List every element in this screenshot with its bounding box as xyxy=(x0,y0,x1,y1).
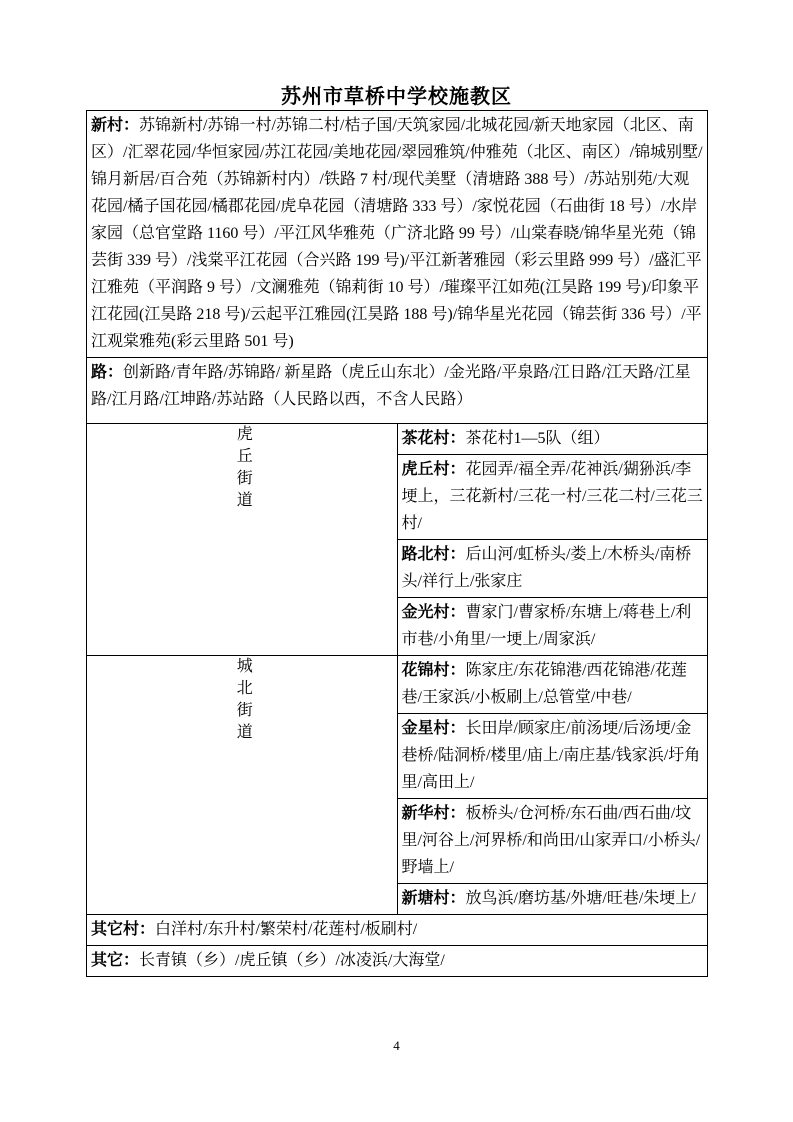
village-content: 放鸟浜/磨坊基/外塘/旺巷/朱埂上/ xyxy=(465,890,696,907)
table-row xyxy=(87,358,708,424)
row-xincun xyxy=(87,111,708,358)
table-row xyxy=(87,946,708,977)
village-content: 陈家庄/东花锦港/西花锦港/花莲巷/王家浜/小板刷上/总管堂/中巷/ xyxy=(401,662,687,706)
table-row xyxy=(87,111,708,358)
row-content: 长青镇（乡）/虎丘镇（乡）/冰凌浜/大海堂/ xyxy=(139,952,445,969)
village-label: 新华村： xyxy=(401,805,466,822)
row-label: 路： xyxy=(91,364,124,381)
village-content: 后山河/虹桥头/娄上/木桥头/南桥头/祥行上/张家庄 xyxy=(401,546,692,590)
row-xinhuacun xyxy=(397,799,708,884)
table-row xyxy=(87,424,708,455)
village-content: 长田岸/顾家庄/前汤埂/后汤埂/金巷桥/陆洞桥/楼里/庙上/南庄基/钱家浜/圩角里/高田上/ xyxy=(401,720,701,791)
village-label: 路北村： xyxy=(401,546,466,563)
street-name: 城北街道 xyxy=(234,657,252,745)
row-lubeicun xyxy=(397,540,708,598)
street-label-huqiu xyxy=(87,424,398,656)
row-label: 新村： xyxy=(91,117,140,134)
table-row xyxy=(87,915,708,946)
village-label: 新塘村： xyxy=(401,890,466,907)
row-content: 白洋村/东升村/繁荣村/花莲村/板刷村/ xyxy=(155,921,418,938)
village-content: 曹家门/曹家桥/东塘上/蒋巷上/利市巷/小角里/一埂上/周家浜/ xyxy=(401,604,692,648)
district-table xyxy=(86,110,708,977)
page-title: 苏州市草桥中学校施教区 xyxy=(281,86,512,108)
row-jinguangcun xyxy=(397,598,708,656)
row-lu xyxy=(87,358,708,424)
village-label: 花锦村： xyxy=(401,662,466,679)
row-content: 创新路/青年路/苏锦路/ 新星路（虎丘山东北）/金光路/平泉路/江日路/江天路/江星路/江月路/江坤路/苏站路（人民路以西，不含人民路） xyxy=(91,364,691,408)
row-label: 其它村： xyxy=(91,921,156,938)
row-label: 其它： xyxy=(91,952,140,969)
row-qitacun xyxy=(87,915,708,946)
row-huqiucun xyxy=(397,455,708,540)
village-content: 板桥头/仓河桥/东石曲/西石曲/坟里/河谷上/河界桥/和尚田/山家弄口/小桥头/野墙上/ xyxy=(401,805,701,876)
village-label: 金星村： xyxy=(401,720,466,737)
village-label: 金光村： xyxy=(401,604,466,621)
table-row xyxy=(87,656,708,714)
row-huajincun xyxy=(397,656,708,714)
row-jinxingcun xyxy=(397,714,708,799)
row-chahuacun xyxy=(397,424,708,455)
page-number: 4 xyxy=(393,1038,400,1053)
village-content: 花园弄/福全弄/花神浜/猢狲浜/李埂上，三花新村/三花一村/三花二村/三花三村/ xyxy=(401,461,703,532)
street-name: 虎丘街道 xyxy=(234,425,252,513)
row-xintangcun xyxy=(397,884,708,915)
row-qita xyxy=(87,946,708,977)
village-content: 茶花村1—5队（组） xyxy=(465,430,610,447)
row-content: 苏锦新村/苏锦一村/苏锦二村/桔子国/天筑家园/北城花园/新天地家园（北区、南区）/汇翠花园/华恒家园/苏江花园/美地花园/翠园雅筑/仲雅苑（北区、南区）/锦城别墅/锦月新居/百合苑（苏锦新村内）/铁路 7 村/现代美墅（清塘路 388 号）/苏站别苑/大观花园/橘子国花园/橘郡花园/虎阜花园（清塘路 333 号）/家悦花园（石曲街 18 号）/水岸家园（总官堂路 1160 号）/平江风华雅苑（广济北路 99 号）/山棠春晓/锦华星光苑（锦芸街 339 号）/浅棠平江花园（合兴路 199 号)/平江新著雅园（彩云里路 999 号）/盛汇平江雅苑（平润路 9 号）/文澜雅苑（锦莉街 10 号）/璀璨平江如苑(江昊路 199 号)/印象平江花园(江昊路 218 号)/云起平江雅园(江昊路 188 号)/锦华星光花园（锦芸街 336 号）/平江观棠雅苑(彩云里路 501 号) xyxy=(91,117,703,350)
village-label: 茶花村： xyxy=(401,430,466,447)
street-label-chengbei xyxy=(87,656,398,915)
village-label: 虎丘村： xyxy=(401,461,466,478)
